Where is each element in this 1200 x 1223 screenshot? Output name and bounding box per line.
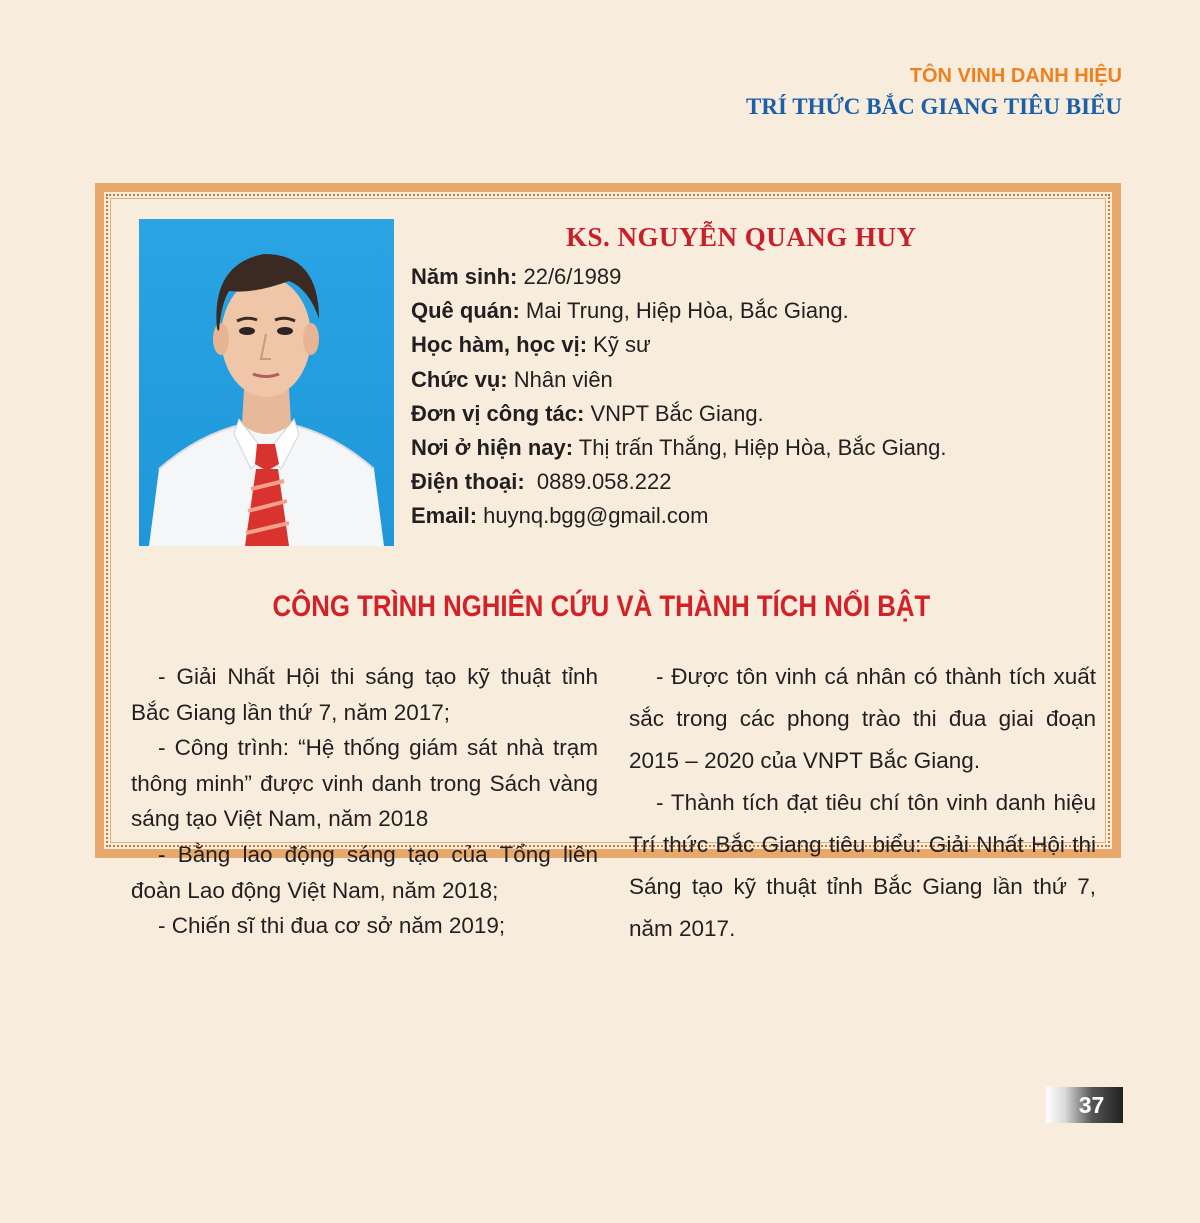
achievement-paragraph: - Giải Nhất Hội thi sáng tạo kỹ thuật tỉnh Bắc Giang lần thứ 7, năm 2017; [131, 664, 598, 725]
section-title: CÔNG TRÌNH NGHIÊN CỨU VÀ THÀNH TÍCH NỔI BẬT [272, 590, 931, 623]
portrait-illustration [139, 219, 394, 546]
page-number-text: 37 [1078, 1092, 1105, 1118]
info-value: 0889.058.222 [524, 469, 672, 495]
info-phone [411, 467, 946, 501]
achievements-left-column [131, 659, 598, 944]
info-label: Nơi ở hiện nay: [411, 434, 574, 460]
achievement-paragraph: - Bằng lao động sáng tạo của Tổng liên đoàn Lao động Việt Nam, năm 2018; [131, 841, 598, 903]
info-degree [411, 330, 946, 364]
achievements-right-column [629, 656, 1096, 950]
page-number [1046, 1087, 1123, 1123]
achievement-paragraph: - Được tôn vinh cá nhân có thành tích xuất sắc trong các phong trào thi đua giai đoạn 2015 – 2020 của VNPT Bắc Giang. [629, 664, 1096, 773]
info-label: Học hàm, học vị: [411, 332, 588, 358]
info-value: huynq.bgg@gmail.com [477, 503, 709, 529]
info-label: Email: [411, 503, 478, 529]
info-birth-date [411, 262, 946, 296]
info-hometown [411, 296, 946, 330]
page-header [746, 62, 1122, 124]
achievement-paragraph: - Thành tích đạt tiêu chí tôn vinh danh hiệu Trí thức Bắc Giang tiêu biểu: Giải Nhất Hội thi Sáng tạo kỹ thuật tỉnh Bắc Giang lần thứ 7, năm 2017. [629, 790, 1096, 941]
info-workplace [411, 399, 946, 433]
info-label: Năm sinh: [411, 264, 518, 289]
profile-info [411, 262, 946, 536]
info-value: Thị trấn Thắng, Hiệp Hòa, Bắc Giang. [573, 434, 947, 460]
header-line-2: TRÍ THỨC BẮC GIANG TIÊU BIỂU [746, 94, 1122, 119]
info-residence [411, 433, 946, 467]
info-position [411, 365, 946, 399]
achievement-paragraph: - Công trình: “Hệ thống giám sát nhà trạm thông minh” được vinh danh trong Sách vàng sáng tạo Việt Nam, năm 2018 [131, 735, 598, 832]
info-label: Đơn vị công tác: [411, 400, 585, 426]
header-line-1: TÔN VINH DANH HIỆU [909, 65, 1122, 87]
info-value: VNPT Bắc Giang. [584, 400, 764, 426]
achievement-paragraph: - Chiến sĩ thi đua cơ sở năm 2019; [158, 913, 506, 939]
info-value: Kỹ sư [587, 332, 651, 358]
info-value: Mai Trung, Hiệp Hòa, Bắc Giang. [519, 298, 849, 324]
info-label: Điện thoại: [411, 469, 525, 495]
person-name: KS. NGUYỄN QUANG HUY [566, 222, 917, 252]
info-email [411, 501, 946, 535]
info-value: Nhân viên [507, 366, 613, 392]
info-value: 22/6/1989 [517, 264, 622, 289]
info-label: Chức vụ: [411, 366, 508, 392]
portrait-photo [139, 219, 394, 546]
info-label: Quê quán: [411, 298, 520, 324]
